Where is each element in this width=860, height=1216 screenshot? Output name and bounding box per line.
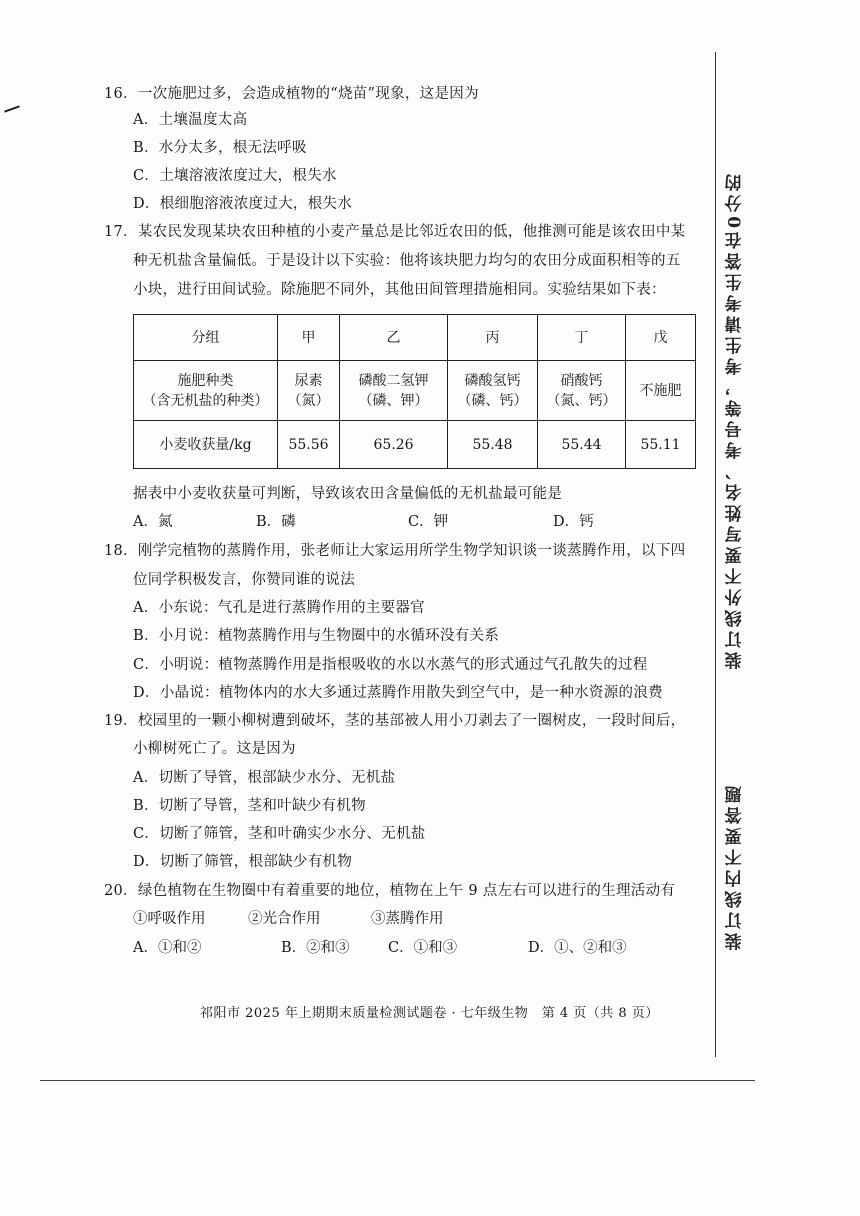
yield-cell-yi: 65.26 — [340, 421, 448, 469]
binding-strip-lower: 装订线内不要答题 — [725, 782, 746, 950]
q19-option-c[interactable]: C．切断了筛管，茎和叶确实少水分、无机盐 — [133, 826, 426, 842]
q18-option-c[interactable]: C．小明说：植物蒸腾作用是指根吸收的水以水蒸气的形式通过气孔散失的过程 — [133, 657, 648, 673]
q18-stem-line-2: 位同学积极发言，你赞同谁的说法 — [133, 572, 355, 588]
q16-option-b[interactable]: B．水分太多，根无法呼吸 — [133, 140, 307, 156]
header-cell-jia: 甲 — [278, 315, 340, 361]
q17-option-b[interactable]: B．磷 — [256, 514, 296, 530]
q19-option-b[interactable]: B．切断了导管，茎和叶缺少有机物 — [133, 798, 366, 814]
q16-stem: 16．一次施肥过多，会造成植物的“烧苗”现象，这是因为 — [104, 86, 479, 102]
fertilizer-cell-yi: 磷酸二氢钾 （磷、钾） — [340, 361, 448, 421]
q16-option-a[interactable]: A．土壤温度太高 — [133, 112, 248, 128]
yield-cell-ding: 55.44 — [538, 421, 626, 469]
yield-cell-jia: 55.56 — [278, 421, 340, 469]
q20-option-b[interactable]: B．②和③ — [281, 940, 350, 956]
table-row-yield — [134, 421, 696, 469]
q18-stem-line-1: 18．刚学完植物的蒸腾作用，张老师让大家运用所学生物学知识谈一谈蒸腾作用，以下四 — [104, 543, 686, 559]
q18-option-a[interactable]: A．小东说：气孔是进行蒸腾作用的主要器官 — [133, 600, 425, 616]
q19-option-d[interactable]: D．切断了筛管，根部缺少有机物 — [133, 854, 353, 870]
fertilizer-cell-wu: 不施肥 — [626, 361, 696, 421]
q17-after-table: 据表中小麦收获量可判断，导致该农田含量偏低的无机盐最可能是 — [133, 486, 563, 502]
q17-option-a[interactable]: A．氮 — [133, 514, 173, 530]
q20-option-c[interactable]: C．①和③ — [388, 940, 458, 956]
fertilizer-cell-bing: 磷酸氢钙 （磷、钙） — [448, 361, 538, 421]
q17-stem-line-2: 种无机盐含量偏低。于是设计以下实验：他将该块肥力均匀的农田分成面积相等的五 — [133, 253, 681, 269]
q20-item-3: ③蒸腾作用 — [371, 911, 444, 927]
q20-option-a[interactable]: A．①和② — [133, 940, 202, 956]
row-label-fertilizer: 施肥种类 （含无机盐的种类） — [134, 361, 278, 421]
page-footer: 祁阳市 2025 年上期期末质量检测试题卷 · 七年级生物 第 4 页（共 8 页） — [200, 1006, 659, 1021]
q17-stem-line-1: 17．某农民发现某块农田种植的小麦产量总是比邻近农田的低，他推测可能是该农田中某 — [104, 224, 686, 240]
q16-option-c[interactable]: C．土壤溶液浓度过大，根失水 — [133, 168, 337, 184]
q20-item-2: ②光合作用 — [248, 911, 321, 927]
stray-mark — [4, 105, 20, 112]
q17-option-c[interactable]: C．钾 — [408, 514, 449, 530]
q20-stem: 20．绿色植物在生物圈中有着重要的地位，植物在上午 9 点左右可以进行的生理活动有 — [104, 883, 676, 899]
fertilizer-cell-ding: 硝酸钙 （氮、钙） — [538, 361, 626, 421]
fertilizer-cell-jia: 尿素 （氮） — [278, 361, 340, 421]
q20-option-d[interactable]: D．①、②和③ — [528, 940, 627, 956]
row-label-yield: 小麦收获量/kg — [134, 421, 278, 469]
header-cell-ding: 丁 — [538, 315, 626, 361]
q18-option-b[interactable]: B．小月说：植物蒸腾作用与生物圈中的水循环没有关系 — [133, 628, 500, 644]
q19-stem-line-2: 小柳树死亡了。这是因为 — [133, 741, 296, 757]
table-header-row — [134, 315, 696, 361]
q17-option-d[interactable]: D．钙 — [553, 514, 594, 530]
q18-option-d[interactable]: D．小晶说：植物体内的水大多通过蒸腾作用散失到空气中，是一种水资源的浪费 — [133, 685, 663, 701]
header-cell-bing: 丙 — [448, 315, 538, 361]
binding-strip-upper: 装订线外不要写姓名、考号等，考生请考生答在0分的 — [725, 170, 746, 669]
q20-item-1: ①呼吸作用 — [133, 911, 206, 927]
table-row-fertilizer — [134, 361, 696, 421]
binding-line — [715, 52, 716, 1057]
fertilizer-results-table — [133, 314, 696, 469]
yield-cell-bing: 55.48 — [448, 421, 538, 469]
yield-cell-wu: 55.11 — [626, 421, 696, 469]
header-cell-group: 分组 — [134, 315, 278, 361]
q16-option-d[interactable]: D．根细胞溶液浓度过大，根失水 — [133, 196, 353, 212]
header-cell-yi: 乙 — [340, 315, 448, 361]
q17-stem-line-3: 小块，进行田间试验。除施肥不同外，其他田间管理措施相同。实验结果如下表： — [133, 282, 666, 298]
binding-strip-text — [722, 170, 748, 950]
bottom-rule — [40, 1080, 755, 1081]
q19-option-a[interactable]: A．切断了导管，根部缺少水分、无机盐 — [133, 770, 396, 786]
header-cell-wu: 戊 — [626, 315, 696, 361]
q19-stem-line-1: 19．校园里的一颗小柳树遭到破坏，茎的基部被人用小刀剥去了一圈树皮，一段时间后， — [104, 713, 686, 729]
